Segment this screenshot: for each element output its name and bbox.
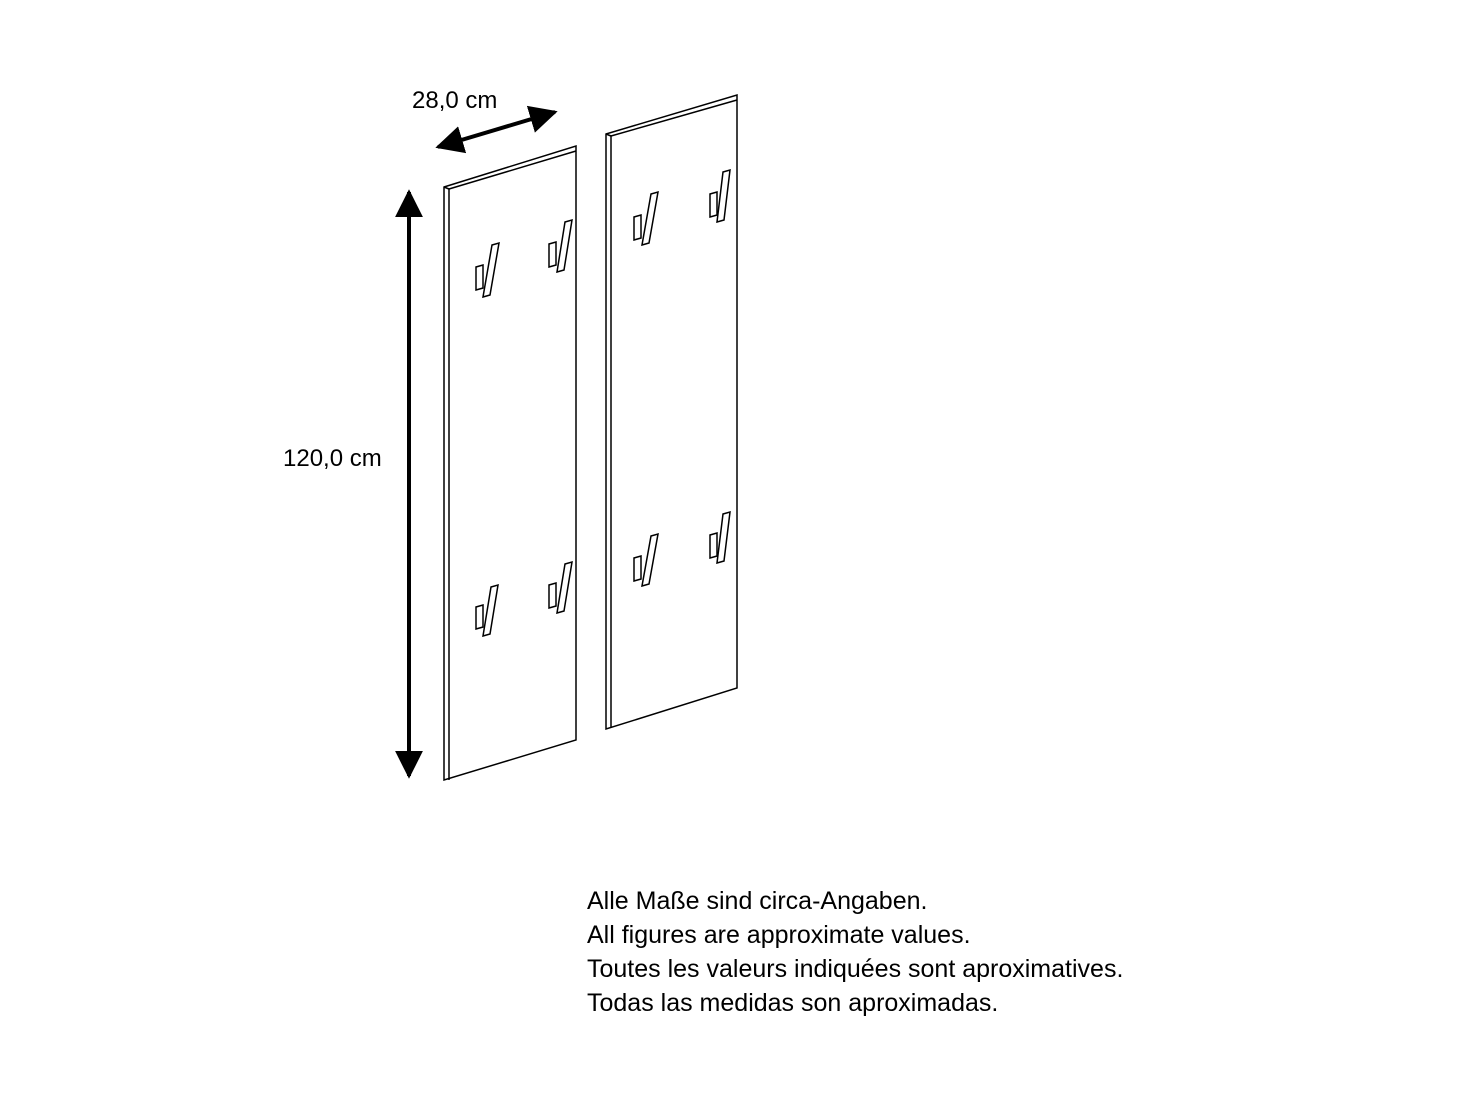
coat-hook [710,512,730,563]
note-line-german: Alle Maße sind circa-Angaben. [587,887,928,915]
front-panel [444,146,576,780]
note-line-english: All figures are approximate values. [587,921,971,949]
back-panel [606,95,737,729]
approximate-values-note [587,884,1123,1020]
width-dimension-arrow [438,112,555,147]
coat-hook [549,562,572,613]
height-dimension-label: 120,0 cm [283,445,382,472]
coat-hook [476,243,499,297]
coat-hook [549,220,572,272]
note-line-spanish: Todas las medidas son aproximadas. [587,989,999,1017]
coat-hook [634,534,658,586]
coat-hook [710,170,730,222]
width-dimension-label: 28,0 cm [412,87,498,114]
note-line-french: Toutes les valeurs indiquées sont aproximatives. [587,955,1124,983]
coat-hook [476,585,498,636]
coat-hook [634,192,658,245]
